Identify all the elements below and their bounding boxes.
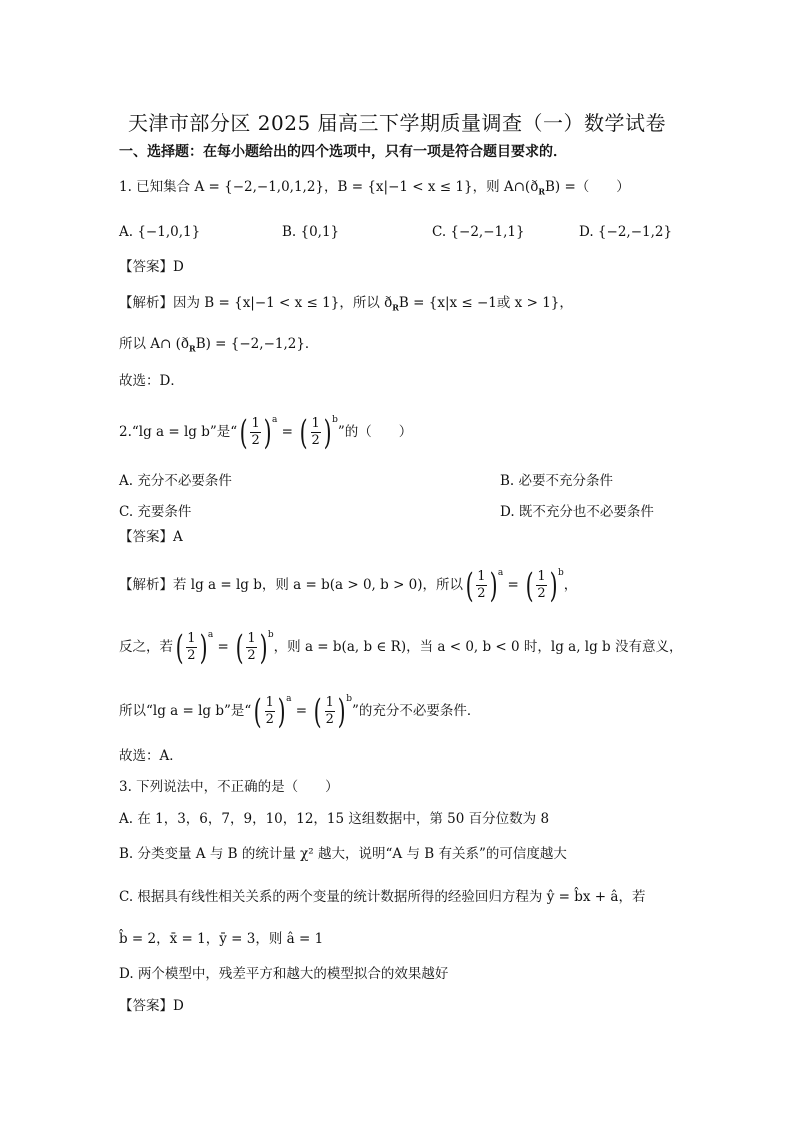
q1-analysis-1b: B = {x|x ≤ −1或 x > 1}， [398,295,573,311]
q1-analysis-sub-r2: R [189,343,196,354]
q3-option-a: A. 在 1，3，6，7，9，10，12，15 这组数据中，第 50 百分位数为 8 [119,811,550,827]
q1-stem-c: B) =（ ） [544,179,630,195]
q3-option-c-line2: b̂ = 2，x̄ = 1，ȳ = 3，则 â = 1 [119,931,324,947]
q1-analysis-line2 [119,338,318,353]
q3-option-b: B. 分类变量 A 与 B 的统计量 χ² 越大，说明“A 与 B 有关系”的可信度越大 [119,846,567,862]
q1-sep: ， [324,179,338,195]
q3-stem: 3. 下列说法中，不正确的是（ ） [119,779,339,795]
q1-answer: 【答案】D [119,259,184,275]
q1-analysis-1a: 【解析】因为 B = {x|−1 < x ≤ 1}，所以 ð [119,295,393,311]
q2-analysis-line2: 反之，若( $\frac{1}{2}$ )a = ( $\frac{1}{2}$ )b，则 a = b(a, b ∈ R)，当 a < 0, b < 0 时，lg a, lg b 没有意义， [119,627,683,668]
q2-option-c: C. 充要条件 [119,504,192,520]
q3-option-c-line1: C. 根据具有线性相关关系的两个变量的统计数据所得的经验回归方程为 ŷ = b̂x + â，若 [119,889,646,905]
q1-stem-a: 1. 已知集合 [119,179,195,195]
q1-option-c: C. {−2,−1,1} [432,224,525,240]
q1-analysis-sub-r: R [392,302,399,313]
q2-stem: 2.“lg a = lg b”是“( $\frac{1}{2}$ )a = ( $\frac{1}{2}$ )b”的（ ） [119,412,413,453]
q3-answer: 【答案】D [119,998,184,1014]
q1-option-b: B. {0,1} [282,224,340,240]
q2-analysis-line3: 所以“lg a = lg b”是“( $\frac{1}{2}$ )a = ( $\frac{1}{2}$ )b”的充分不必要条件． [119,691,481,732]
q2-half-1: $\frac{1}{2}$ [251,416,260,448]
q3-option-d: D. 两个模型中，残差平方和越大的模型拟合的效果越好 [119,966,449,982]
q1-stem [119,181,630,196]
q2-option-a: A. 充分不必要条件 [119,473,232,489]
q2-stem-b: ”的（ ） [337,424,413,440]
q1-set-a: A = {−2,−1,0,1,2} [194,179,325,195]
q1-analysis-2b: B) = {−2,−1,2}． [195,336,319,352]
section-heading: 一、选择题：在每小题给出的四个选项中，只有一项是符合题目要求的． [119,144,567,160]
q2-answer: 【答案】A [119,529,183,545]
q1-set-b: B = {x|−1 < x ≤ 1} [337,179,473,195]
q2-analysis-line1: 【解析】若 lg a = lg b，则 a = b(a > 0, b > 0)，所以( $\frac{1}{2}$ )a = ( $\frac{1}{2}$ )b， [119,565,578,606]
q1-stem-b: ，则 A∩(ð [472,179,539,195]
page-title: 天津市部分区 2025 届高三下学期质量调查（一）数学试卷 [127,111,667,135]
q2-option-b: B. 必要不充分条件 [500,473,614,489]
q1-analysis-line1 [119,297,573,312]
q1-analysis-2a: 所以 A∩ (ð [119,336,190,352]
q1-sub-r: R [538,186,545,197]
q1-option-d: D. {−2,−1,2} [579,224,673,240]
q1-option-a: A. {−1,0,1} [119,224,201,240]
q2-stem-a: 2.“lg a = lg b”是“ [119,424,238,440]
q2-half-2: $\frac{1}{2}$ [311,416,320,448]
q2-conclusion: 故选：A． [119,748,183,764]
q2-option-d: D. 既不充分也不必要条件 [500,504,654,520]
q1-conclusion: 故选：D． [119,373,184,389]
